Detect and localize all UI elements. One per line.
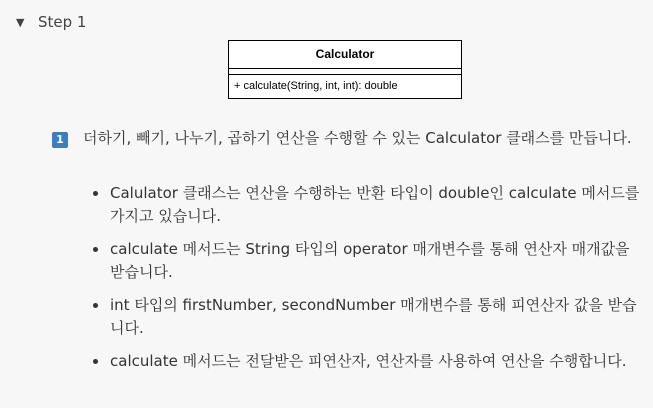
bullet-icon	[93, 359, 98, 364]
requirement-list	[110, 182, 640, 383]
triangle-down-icon[interactable]: ▼	[16, 15, 25, 29]
item-number-badge: 1	[52, 132, 68, 148]
uml-method: + calculate(String, int, int): double	[234, 80, 398, 92]
list-item: int 타입의 firstNumber, secondNumber 매개변수를 통해 피연산자 값을 받습니다.	[110, 294, 640, 340]
uml-class-diagram	[228, 40, 462, 99]
bullet-icon	[93, 191, 98, 196]
uml-class-name: Calculator	[229, 41, 461, 69]
step-title: Step 1	[38, 13, 87, 31]
item-description: 더하기, 빼기, 나누기, 곱하기 연산을 수행할 수 있는 Calculator 클래스를 만듭니다.	[83, 129, 632, 147]
list-item: calculate 메서드는 String 타입의 operator 매개변수를 통해 연산자 매개값을 받습니다.	[110, 238, 640, 284]
step-toggle[interactable]	[16, 11, 86, 33]
bullet-icon	[93, 247, 98, 252]
list-item: calculate 메서드는 전달받은 피연산자, 연산자를 사용하여 연산을 수행합니다.	[110, 350, 640, 373]
list-item: Calulator 클래스는 연산을 수행하는 반환 타입이 double인 calculate 메서드를 가지고 있습니다.	[110, 182, 640, 228]
bullet-icon	[93, 303, 98, 308]
